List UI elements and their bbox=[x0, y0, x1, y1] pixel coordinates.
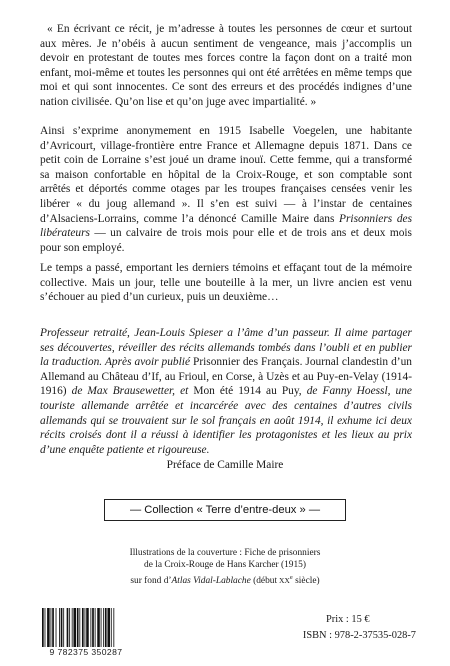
barcode-bar bbox=[101, 608, 102, 648]
bio-text-a: Professeur retraité, Jean-Louis Spieser a l’âme d’un passeur. Il aime partager ses découvertes, réveiller des récits allemands tombés dans l’oubli et en publier la traduction. Après avoir publié bbox=[40, 327, 412, 369]
barcode-bar bbox=[45, 608, 46, 648]
barcode-bar bbox=[67, 608, 69, 648]
credit-century: XX bbox=[278, 575, 290, 585]
bio-text-c: de Fanny Hoessl, une touriste allemande arrêtée et incarcérée avec des centaines d’autres civils allemands qui se trouvaient sur le sol français en août 1914, il exhume ici deux récits croisés dont il a réussi à identifier les protagonistes et les lieux au prix d’une enquête patiente et rigoureuse. bbox=[40, 385, 412, 456]
barcode-bar bbox=[92, 608, 94, 648]
summary-paragraph-1 bbox=[40, 124, 412, 255]
credit-century-sup: e bbox=[289, 573, 293, 581]
author-bio bbox=[40, 326, 412, 457]
isbn-barcode bbox=[40, 608, 130, 652]
credit-atlas-title: Atlas Vidal-Lablache bbox=[171, 575, 251, 586]
isbn-label: ISBN : 978-2-37535-028-7 bbox=[302, 630, 416, 641]
barcode-bar bbox=[56, 608, 57, 648]
barcode-bar bbox=[42, 608, 44, 648]
preface-credit: Préface de Camille Maire bbox=[166, 459, 284, 471]
cover-illustration-credit bbox=[0, 548, 450, 588]
barcode-bar bbox=[95, 608, 96, 648]
barcode-bar bbox=[73, 608, 76, 648]
collection-label: — Collection « Terre d’entre-deux » — bbox=[129, 504, 321, 516]
summary-text-b: — un calvaire de trois mois pour elle et de trois ans et deux mois pour son employé. bbox=[40, 227, 412, 254]
barcode-bar bbox=[107, 608, 110, 648]
collection-box bbox=[104, 499, 346, 521]
barcode-bar bbox=[111, 608, 112, 648]
barcode-bar bbox=[82, 608, 84, 648]
credit-line-3a: sur fond d’ bbox=[130, 575, 172, 586]
summary-paragraph-2: Le temps a passé, emportant les derniers témoins et effaçant tout de la mémoire collective. Mais un jour, telle une bouteille à la mer, un livre ancien est venu s’échouer au pied d’un curieux, puis un deuxième… bbox=[40, 262, 412, 304]
barcode-bar bbox=[61, 608, 63, 648]
credit-line-2: de la Croix-Rouge de Hans Karcher (1915) bbox=[144, 559, 306, 570]
bio-book-title-2: Mon été 1914 au Puy, bbox=[193, 385, 302, 398]
barcode-bar bbox=[86, 608, 89, 648]
bio-book-title-1: Prisonnier des Français. Journal clandestin d’un Allemand au Château d’If, au Frioul, en Corse, à Uzès et au Puy-en-Velay (1914-1916) bbox=[40, 356, 412, 398]
opening-quote: « En écrivant ce récit, je m’adresse à toutes les personnes de cœur et surtout aux mères. Je n’obéis à aucun sentiment de vengeance, mais j’accomplis un devoir en protestant de toutes mes forces contre la façon dont on a traité mon enfant, moi-même et toutes les personnes qui ont été arrêtées en même temps que moi et qui sont innocentes. Ce sont des erreurs et des procédés indignes d’une nation civilisée. Qu’on lise et qu’on juge avec impartialité. » bbox=[40, 23, 412, 108]
barcode-bar bbox=[63, 608, 64, 648]
barcode-bar bbox=[52, 608, 54, 648]
barcode-bar bbox=[59, 608, 60, 648]
barcode-bar bbox=[113, 608, 114, 648]
barcode-bar bbox=[103, 608, 104, 648]
barcode-bar bbox=[72, 608, 73, 648]
barcode-digits: 9 782375 350287 bbox=[40, 647, 132, 657]
barcode-bar bbox=[47, 608, 50, 648]
summary-text-a: Ainsi s’exprime anonymement en 1915 Isabelle Voegelen, une habitante d’Avricourt, village-frontière entre France et Allemagne depuis 1871. Dans ce petit coin de Lorraine s’est joué un drame inouï. Cette femme, qui a transformé sa maison confortable en hôpital de la Croix-Rouge, et son comptable sont arrêtés et déportés comme otages par les troupes françaises censées venir les libérer « du joug allemand ». Il s’en est suivi — à l’instar de centaines d’Alsaciens-Lorrains, comme l’a dénoncé Camille Maire dans bbox=[40, 125, 412, 225]
barcode-bar bbox=[90, 608, 91, 648]
bio-text-b: de Max Brausewetter, et bbox=[66, 385, 194, 398]
credit-line-3c: siècle) bbox=[292, 575, 320, 586]
barcode-bar bbox=[69, 608, 70, 648]
barcode-bar bbox=[79, 608, 80, 648]
barcode-bar bbox=[85, 608, 86, 648]
barcode-bar bbox=[51, 608, 52, 648]
barcode-bar bbox=[77, 608, 79, 648]
price-label: Prix : 15 € bbox=[326, 614, 370, 625]
barcode-bar bbox=[97, 608, 100, 648]
barcode-bar bbox=[105, 608, 107, 648]
barcode-bars bbox=[40, 608, 132, 648]
credit-line-3b: (début bbox=[250, 575, 278, 586]
cited-book-title: Prisonniers des libérateurs bbox=[40, 212, 413, 240]
credit-line-1: Illustrations de la couverture : Fiche de prisonniers bbox=[129, 548, 321, 558]
